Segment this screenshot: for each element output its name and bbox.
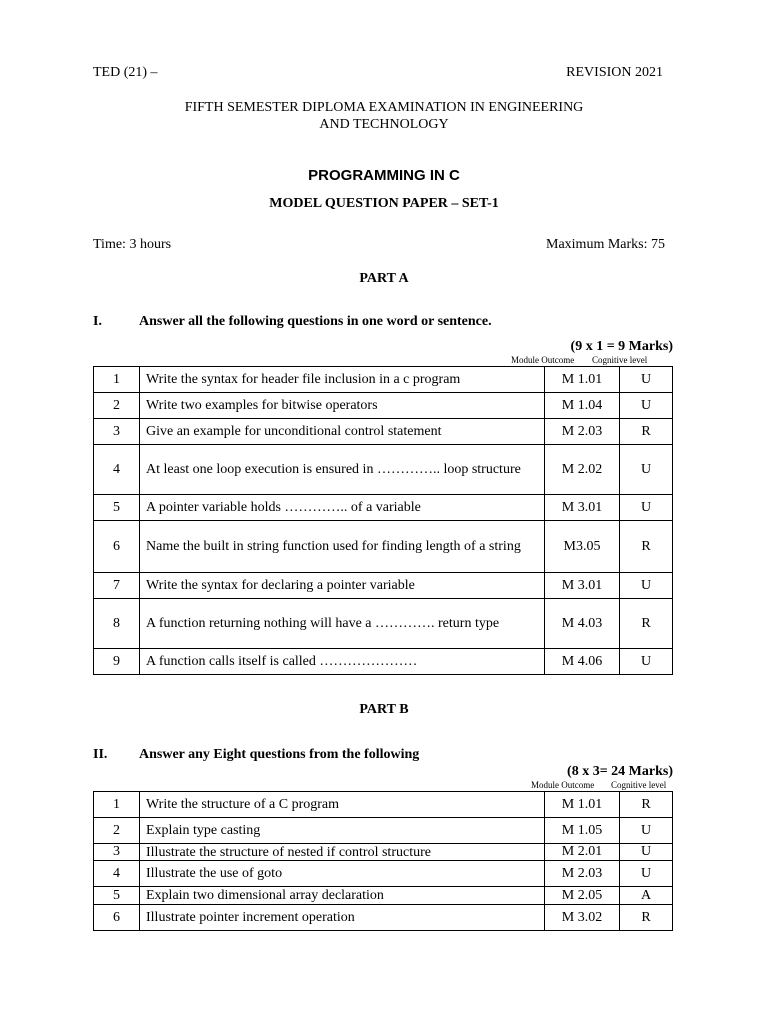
cognitive-level: U	[620, 495, 673, 521]
section-number-b: II.	[93, 747, 108, 762]
column-header-module: Module Outcome	[511, 355, 575, 365]
module-outcome: M 2.03	[545, 861, 620, 887]
question-text: Write the syntax for declaring a pointer variable	[140, 573, 545, 599]
part-a-title: PART A	[359, 271, 409, 286]
table-row	[94, 818, 673, 844]
cognitive-level: U	[620, 573, 673, 599]
table-row	[94, 495, 673, 521]
table-row	[94, 861, 673, 887]
module-outcome: M 3.01	[545, 573, 620, 599]
question-text: A function returning nothing will have a …………. return type	[140, 599, 545, 649]
table-row	[94, 905, 673, 931]
question-number: 4	[94, 445, 140, 495]
question-text: Illustrate pointer increment operation	[140, 905, 545, 931]
table-row	[94, 445, 673, 495]
question-text: A function calls itself is called …………………	[140, 649, 545, 675]
table-row	[94, 521, 673, 573]
exam-code: TED (21) –	[93, 65, 158, 80]
cognitive-level: U	[620, 393, 673, 419]
section-instruction-a: Answer all the following questions in one word or sentence.	[139, 314, 492, 329]
part-b-question-table	[93, 791, 673, 931]
question-text: Give an example for unconditional control statement	[140, 419, 545, 445]
question-text: A pointer variable holds ………….. of a variable	[140, 495, 545, 521]
question-number: 8	[94, 599, 140, 649]
cognitive-level: U	[620, 818, 673, 844]
cognitive-level: U	[620, 367, 673, 393]
question-number: 5	[94, 887, 140, 905]
question-text: Name the built in string function used for finding length of a string	[140, 521, 545, 573]
table-row	[94, 792, 673, 818]
module-outcome: M 4.03	[545, 599, 620, 649]
question-number: 4	[94, 861, 140, 887]
cognitive-level: R	[620, 792, 673, 818]
question-number: 3	[94, 419, 140, 445]
revision-label: REVISION 2021	[566, 65, 663, 80]
exam-title-line2: AND TECHNOLOGY	[319, 117, 449, 132]
question-number: 7	[94, 573, 140, 599]
question-number: 2	[94, 393, 140, 419]
module-outcome: M 4.06	[545, 649, 620, 675]
table-row	[94, 367, 673, 393]
question-text: At least one loop execution is ensured in ………….. loop structure	[140, 445, 545, 495]
question-number: 2	[94, 818, 140, 844]
module-outcome: M 3.01	[545, 495, 620, 521]
module-outcome: M 1.01	[545, 367, 620, 393]
table-row	[94, 573, 673, 599]
column-header-cognitive: Cognitive level	[611, 780, 667, 790]
section-marks-a: (9 x 1 = 9 Marks)	[570, 339, 673, 354]
question-number: 1	[94, 792, 140, 818]
cognitive-level: R	[620, 599, 673, 649]
column-header-cognitive: Cognitive level	[592, 355, 648, 365]
part-b-title: PART B	[359, 702, 409, 717]
time-allowed: Time: 3 hours	[93, 237, 172, 252]
module-outcome: M 2.01	[545, 844, 620, 861]
question-number: 9	[94, 649, 140, 675]
question-text: Write the structure of a C program	[140, 792, 545, 818]
module-outcome: M 3.02	[545, 905, 620, 931]
table-row	[94, 599, 673, 649]
cognitive-level: R	[620, 905, 673, 931]
question-number: 1	[94, 367, 140, 393]
section-instruction-b: Answer any Eight questions from the following	[139, 747, 420, 762]
module-outcome: M 2.02	[545, 445, 620, 495]
cognitive-level: U	[620, 861, 673, 887]
subject-title: PROGRAMMING IN C	[308, 167, 460, 184]
cognitive-level: R	[620, 419, 673, 445]
paper-set-title: MODEL QUESTION PAPER – SET-1	[269, 196, 499, 211]
question-text: Explain type casting	[140, 818, 545, 844]
table-row	[94, 649, 673, 675]
module-outcome: M 1.05	[545, 818, 620, 844]
question-text: Write the syntax for header file inclusion in a c program	[140, 367, 545, 393]
column-header-module: Module Outcome	[531, 780, 595, 790]
table-row	[94, 393, 673, 419]
cognitive-level: R	[620, 521, 673, 573]
module-outcome: M 2.05	[545, 887, 620, 905]
section-number-a: I.	[93, 314, 102, 329]
cognitive-level: A	[620, 887, 673, 905]
module-outcome: M3.05	[545, 521, 620, 573]
table-row	[94, 887, 673, 905]
question-text: Explain two dimensional array declaration	[140, 887, 545, 905]
table-row	[94, 419, 673, 445]
exam-title-line1: FIFTH SEMESTER DIPLOMA EXAMINATION IN ENGINEERING	[184, 100, 584, 115]
question-text: Illustrate the use of goto	[140, 861, 545, 887]
section-marks-b: (8 x 3= 24 Marks)	[567, 764, 673, 779]
maximum-marks: Maximum Marks: 75	[546, 237, 665, 252]
module-outcome: M 2.03	[545, 419, 620, 445]
cognitive-level: U	[620, 445, 673, 495]
cognitive-level: U	[620, 649, 673, 675]
question-number: 3	[94, 844, 140, 861]
question-number: 6	[94, 905, 140, 931]
module-outcome: M 1.04	[545, 393, 620, 419]
question-number: 5	[94, 495, 140, 521]
cognitive-level: U	[620, 844, 673, 861]
question-text: Illustrate the structure of nested if control structure	[140, 844, 545, 861]
part-a-question-table	[93, 366, 673, 675]
exam-title	[0, 99, 768, 133]
module-outcome: M 1.01	[545, 792, 620, 818]
table-row	[94, 844, 673, 861]
question-number: 6	[94, 521, 140, 573]
question-text: Write two examples for bitwise operators	[140, 393, 545, 419]
